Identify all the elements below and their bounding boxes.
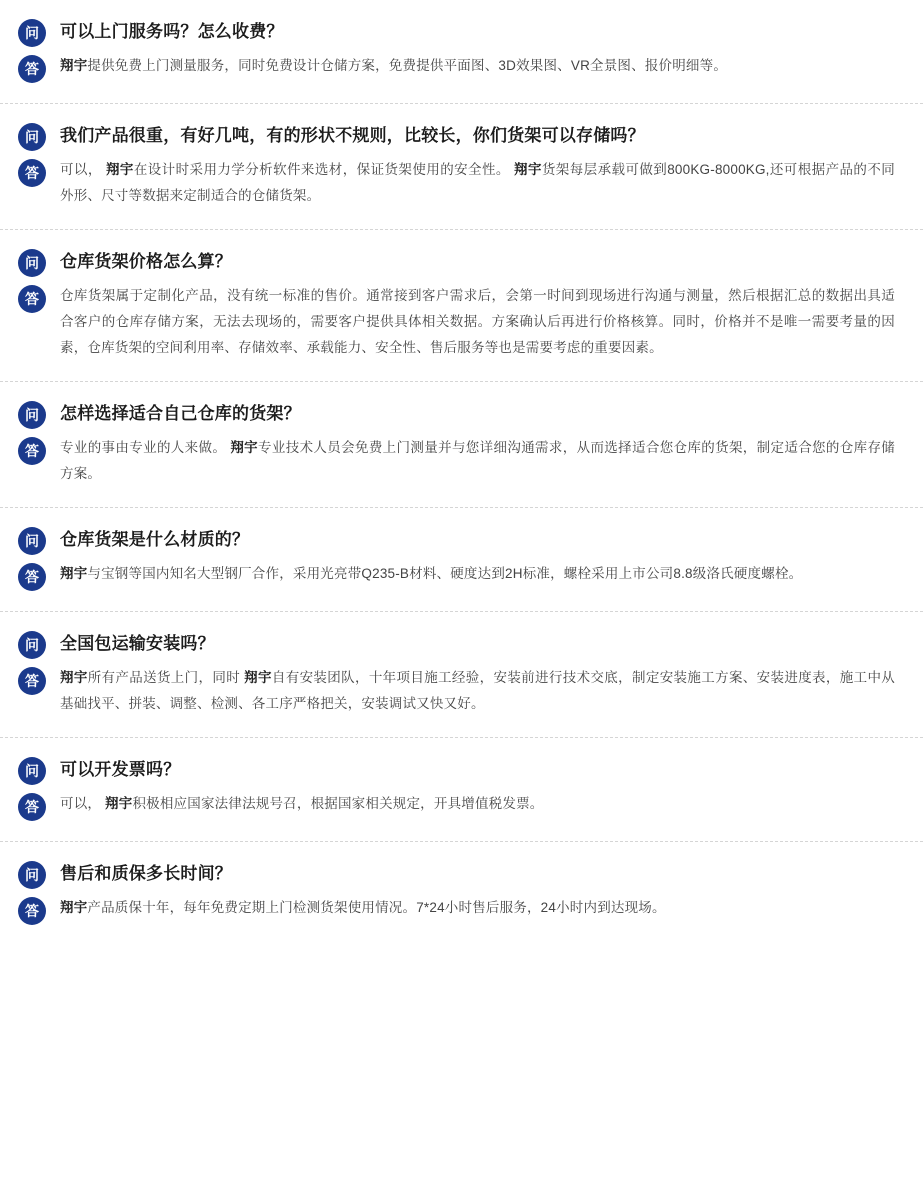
brand-name: 翔宇 — [240, 670, 272, 685]
question-badge-icon: 问 — [18, 757, 46, 785]
answer-fragment: 自有安装团队，十年项目施工经验，安装前进行技术交底，制定安装施工方案、安装进度表，施工中从基础找平、拼装、调整、检测、各工序严格把关，安装调试又快又好。 — [60, 670, 895, 711]
faq-item — [0, 842, 923, 945]
faq-question-row — [18, 630, 903, 659]
faq-question-row — [18, 860, 903, 889]
faq-answer-text — [60, 895, 903, 921]
faq-question-text: 仓库货架价格怎么算？ — [60, 252, 232, 271]
question-badge-icon: 问 — [18, 19, 46, 47]
question-badge-icon: 问 — [18, 249, 46, 277]
faq-answer-row — [18, 53, 903, 83]
faq-answer-row — [18, 561, 903, 591]
answer-badge-icon: 答 — [18, 667, 46, 695]
answer-fragment: 仓库货架属于定制化产品，没有统一标准的售价。通常接到客户需求后，会第一时间到现场进行沟通与测量，然后根据汇总的数据出具适合客户的仓库存储方案，无法去现场的，需要客户提供具体相关数据。方案确认后再进行价格核算。同时，价格并不是唯一需要考量的因素，仓库货架的空间利用率、存储效率、承载能力、安全性、售后服务等也是需要考虑的重要因素。 — [60, 288, 895, 355]
answer-badge-icon: 答 — [18, 437, 46, 465]
faq-answer-row — [18, 895, 903, 925]
answer-badge-icon: 答 — [18, 793, 46, 821]
answer-badge-icon: 答 — [18, 159, 46, 187]
faq-answer-text — [60, 53, 903, 79]
faq-question-text: 全国包运输安装吗？ — [60, 634, 215, 653]
faq-question-text: 售后和质保多长时间？ — [60, 864, 232, 883]
brand-name: 翔宇 — [226, 440, 259, 455]
question-badge-icon: 问 — [18, 401, 46, 429]
faq-answer-text — [60, 283, 903, 361]
answer-badge-icon: 答 — [18, 563, 46, 591]
brand-name: 翔宇 — [509, 162, 542, 177]
faq-answer-text — [60, 157, 903, 209]
faq-answer-text — [60, 791, 903, 817]
faq-item — [0, 104, 923, 230]
question-badge-icon: 问 — [18, 631, 46, 659]
faq-question-text: 可以上门服务吗？怎么收费？ — [60, 22, 284, 41]
answer-fragment: 所有产品送货上门，同时 — [87, 670, 241, 685]
answer-fragment: 专业技术人员会免费上门测量并与您详细沟通需求，从而选择适合您仓库的货架，制定适合您的仓库存储方案。 — [60, 440, 896, 481]
answer-fragment: 与宝钢等国内知名大型钢厂合作，采用光亮带Q235-B材料、硬度达到2H标准，螺栓采用上市公司8.8级洛氏硬度螺栓。 — [87, 566, 803, 581]
answer-fragment: 可以， — [60, 796, 102, 811]
faq-answer-row — [18, 435, 903, 487]
answer-badge-icon: 答 — [18, 285, 46, 313]
brand-name: 翔宇 — [60, 670, 88, 685]
faq-question-row — [18, 248, 903, 277]
answer-badge-icon: 答 — [18, 55, 46, 83]
faq-question-text: 我们产品很重，有好几吨，有的形状不规则，比较长，你们货架可以存储吗？ — [60, 126, 645, 145]
faq-answer-text — [60, 665, 903, 717]
faq-answer-row — [18, 283, 903, 361]
faq-answer-row — [18, 791, 903, 821]
faq-item — [0, 508, 923, 612]
brand-name: 翔宇 — [60, 566, 88, 581]
faq-question-row — [18, 18, 903, 47]
answer-fragment: 专业的事由专业的人来做。 — [60, 440, 227, 455]
brand-name: 翔宇 — [60, 900, 88, 915]
answer-fragment: 在设计时采用力学分析软件来选材，保证货架使用的安全性。 — [133, 162, 510, 177]
faq-question-row — [18, 526, 903, 555]
question-badge-icon: 问 — [18, 123, 46, 151]
faq-item — [0, 382, 923, 508]
faq-answer-row — [18, 157, 903, 209]
faq-question-text: 可以开发票吗？ — [60, 760, 181, 779]
faq-answer-text — [60, 435, 903, 487]
faq-question-row — [18, 756, 903, 785]
answer-fragment: 可以， — [60, 162, 102, 177]
faq-item — [0, 612, 923, 738]
faq-question-text: 仓库货架是什么材质的？ — [60, 530, 250, 549]
answer-fragment: 提供免费上门测量服务，同时免费设计仓储方案，免费提供平面图、3D效果图、VR全景图、报价明细等。 — [87, 58, 728, 73]
answer-fragment: 货架每层承载可做到800KG-8000KG,还可根据产品的不同外形、尺寸等数据来定制适合的仓储货架。 — [60, 162, 895, 203]
faq-question-row — [18, 122, 903, 151]
answer-badge-icon: 答 — [18, 897, 46, 925]
faq-item — [0, 230, 923, 382]
faq-item — [0, 0, 923, 104]
brand-name: 翔宇 — [101, 796, 133, 811]
faq-answer-text — [60, 561, 903, 587]
brand-name: 翔宇 — [60, 58, 88, 73]
faq-question-row — [18, 400, 903, 429]
faq-question-text: 怎样选择适合自己仓库的货架？ — [60, 404, 301, 423]
brand-name: 翔宇 — [101, 162, 134, 177]
question-badge-icon: 问 — [18, 527, 46, 555]
faq-item — [0, 738, 923, 842]
answer-fragment: 产品质保十年，每年免费定期上门检测货架使用情况。7*24小时售后服务，24小时内到达现场。 — [87, 900, 666, 915]
question-badge-icon: 问 — [18, 861, 46, 889]
faq-answer-row — [18, 665, 903, 717]
answer-fragment: 积极相应国家法律法规号召，根据国家相关规定，开具增值税发票。 — [132, 796, 544, 811]
